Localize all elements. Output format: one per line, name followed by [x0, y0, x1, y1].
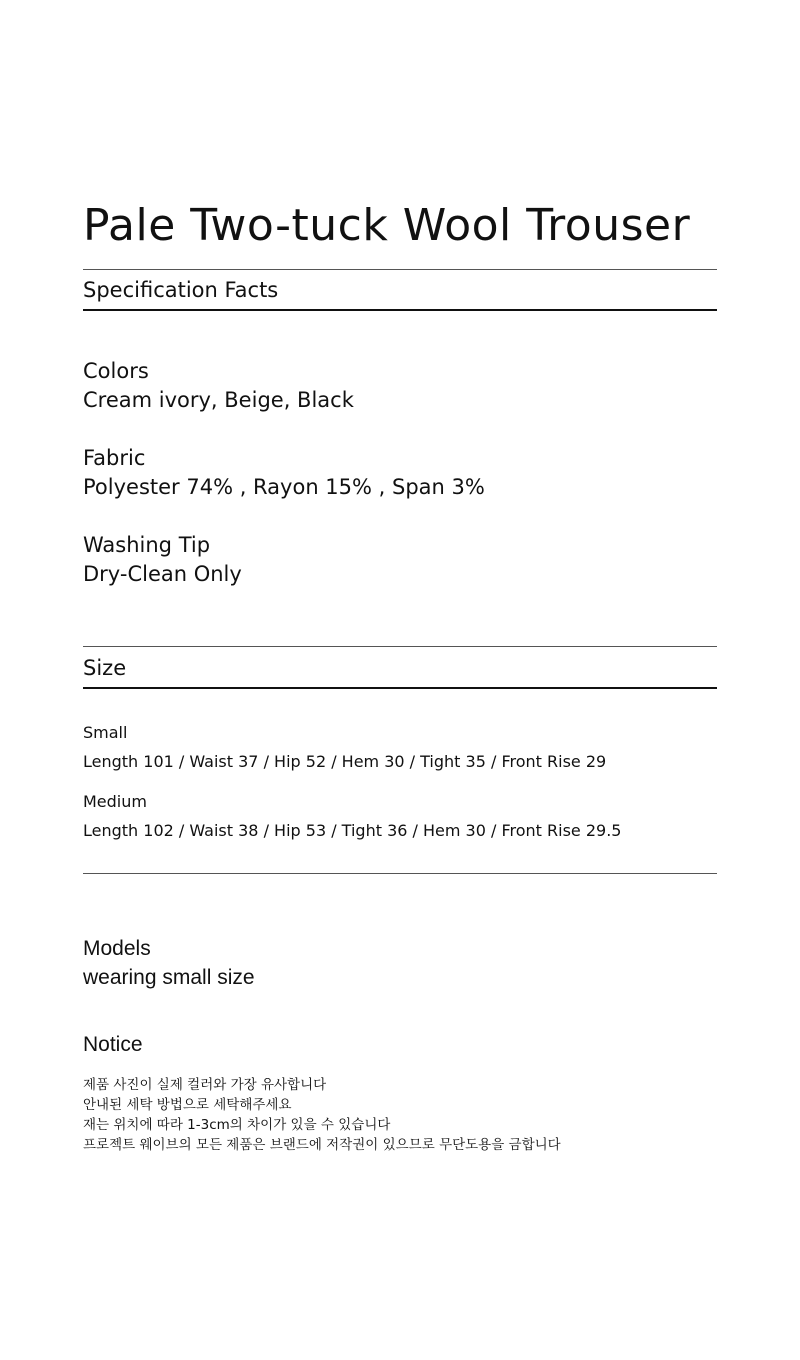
product-title: Pale Two-tuck Wool Trouser: [83, 200, 691, 251]
notice-line: 제품 사진이 실제 컬러와 가장 유사합니다: [83, 1077, 327, 1093]
notice-label: Notice: [83, 1033, 143, 1056]
fabric-label: Fabric: [83, 446, 146, 470]
size-section-heading: Size: [83, 656, 127, 680]
size-name-medium: Medium: [83, 792, 147, 811]
models-label: Models: [83, 937, 151, 960]
divider: [83, 646, 717, 647]
spec-section-heading: Specification Facts: [83, 278, 279, 302]
divider: [83, 269, 717, 270]
notice-line: 안내된 세탁 방법으로 세탁해주세요: [83, 1097, 292, 1113]
washing-tip-label: Washing Tip: [83, 533, 211, 557]
divider-bold: [83, 687, 717, 689]
divider: [83, 873, 717, 874]
colors-value: Cream ivory, Beige, Black: [83, 388, 354, 412]
notice-line: 재는 위치에 따라 1-3cm의 차이가 있을 수 있습니다: [83, 1117, 391, 1133]
size-spec-small: Length 101 / Waist 37 / Hip 52 / Hem 30 / Tight 35 / Front Rise 29: [83, 752, 607, 771]
colors-label: Colors: [83, 359, 149, 383]
models-value: wearing small size: [83, 966, 255, 989]
divider-bold: [83, 309, 717, 311]
washing-tip-value: Dry-Clean Only: [83, 562, 242, 586]
notice-line: 프로젝트 웨이브의 모든 제품은 브랜드에 저작권이 있으므로 무단도용을 금합니다: [83, 1137, 561, 1153]
size-name-small: Small: [83, 723, 128, 742]
size-spec-medium: Length 102 / Waist 38 / Hip 53 / Tight 36 / Hem 30 / Front Rise 29.5: [83, 821, 622, 840]
fabric-value: Polyester 74% , Rayon 15% , Span 3%: [83, 475, 485, 499]
